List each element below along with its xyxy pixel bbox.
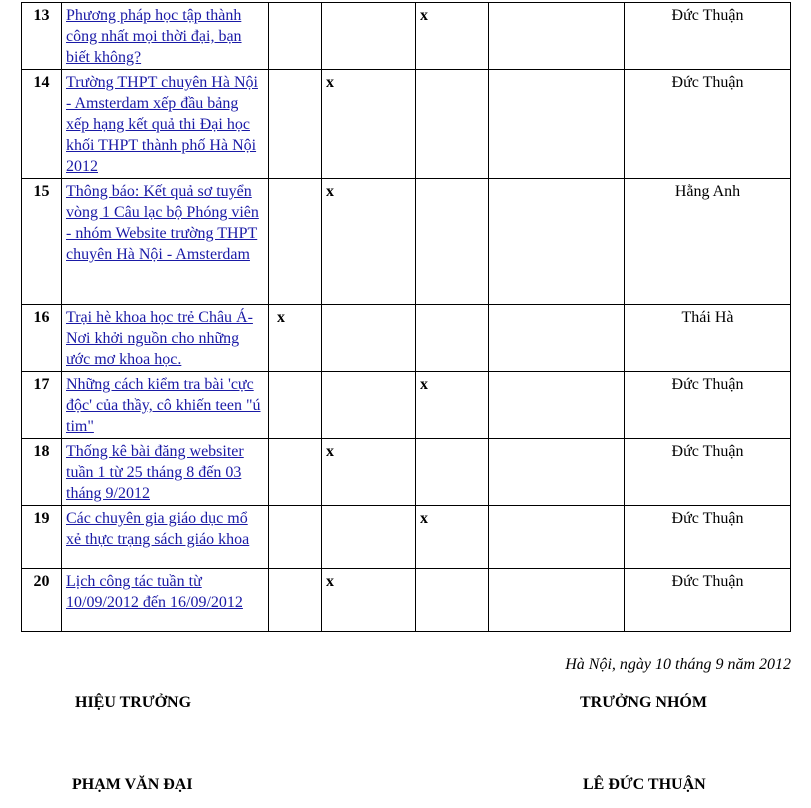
group-leader-name: LÊ ĐỨC THUẬN [583, 776, 706, 793]
row-number: 14 [22, 70, 62, 179]
mark-cell: x [416, 372, 489, 439]
author-name: Đức Thuận [625, 569, 791, 632]
mark-cell [416, 70, 489, 179]
principal-title: HIỆU TRƯỞNG [75, 694, 192, 711]
mark-cell [489, 179, 625, 305]
article-title-cell [62, 70, 269, 179]
mark-cell: x [322, 569, 416, 632]
mark-cell: x [416, 3, 489, 70]
mark-cell [269, 3, 322, 70]
row-number: 17 [22, 372, 62, 439]
article-title-link[interactable]: Lịch công tác tuần từ 10/09/2012 đến 16/09/2012 [66, 573, 243, 611]
mark-cell [489, 305, 625, 372]
mark-cell: x [269, 305, 322, 372]
mark-cell [416, 569, 489, 632]
mark-cell: x [322, 179, 416, 305]
table-row [22, 70, 791, 179]
mark-cell [269, 179, 322, 305]
author-name: Đức Thuận [625, 372, 791, 439]
article-title-link[interactable]: Các chuyên gia giáo dục mổ xẻ thực trạng sách giáo khoa [66, 510, 250, 548]
article-title-link[interactable]: Thông báo: Kết quả sơ tuyển vòng 1 Câu lạc bộ Phóng viên - nhóm Website trường THPT chuyên Hà Nội - Amsterdam [66, 183, 259, 263]
article-title-cell [62, 305, 269, 372]
mark-cell [269, 569, 322, 632]
table-row [22, 372, 791, 439]
mark-cell [416, 439, 489, 506]
mark-cell [322, 3, 416, 70]
mark-cell [322, 506, 416, 569]
row-number: 20 [22, 569, 62, 632]
mark-cell [269, 506, 322, 569]
author-name: Thái Hà [625, 305, 791, 372]
article-title-link[interactable]: Những cách kiểm tra bài 'cực độc' của thầy, cô khiến teen "ú tim" [66, 376, 261, 435]
author-name: Đức Thuận [625, 70, 791, 179]
principal-name: PHẠM VĂN ĐẠI [72, 776, 193, 793]
row-number: 18 [22, 439, 62, 506]
mark-cell [416, 179, 489, 305]
mark-cell [489, 3, 625, 70]
author-name: Đức Thuận [625, 439, 791, 506]
group-leader-title: TRƯỞNG NHÓM [580, 694, 707, 711]
table-row [22, 179, 791, 305]
article-title-cell [62, 3, 269, 70]
mark-cell [322, 372, 416, 439]
date-line: Hà Nội, ngày 10 tháng 9 năm 2012 [565, 656, 791, 673]
mark-cell [416, 305, 489, 372]
mark-cell [269, 439, 322, 506]
mark-cell: x [416, 506, 489, 569]
article-title-link[interactable]: Phương pháp học tập thành công nhất mọi thời đại, bạn biết không? [66, 7, 242, 66]
article-title-cell [62, 179, 269, 305]
article-title-link[interactable]: Thống kê bài đăng websiter tuần 1 từ 25 tháng 8 đến 03 tháng 9/2012 [66, 443, 244, 502]
article-title-link[interactable]: Trường THPT chuyên Hà Nội - Amsterdam xếp đầu bảng xếp hạng kết quả thi Đại học khối THPT thành phố Hà Nội 2012 [66, 74, 258, 175]
table-row [22, 569, 791, 632]
table-row [22, 506, 791, 569]
author-name: Đức Thuận [625, 3, 791, 70]
article-report-table [21, 2, 791, 632]
article-title-cell [62, 439, 269, 506]
article-title-link[interactable]: Trại hè khoa học trẻ Châu Á- Nơi khởi nguồn cho những ước mơ khoa học. [66, 309, 253, 368]
row-number: 13 [22, 3, 62, 70]
mark-cell [489, 70, 625, 179]
mark-cell [269, 372, 322, 439]
article-title-cell [62, 506, 269, 569]
mark-cell [269, 70, 322, 179]
mark-cell [489, 372, 625, 439]
row-number: 19 [22, 506, 62, 569]
row-number: 15 [22, 179, 62, 305]
mark-cell [489, 506, 625, 569]
table-row [22, 439, 791, 506]
article-title-cell [62, 569, 269, 632]
mark-cell [322, 305, 416, 372]
table-row [22, 3, 791, 70]
mark-cell: x [322, 439, 416, 506]
mark-cell: x [322, 70, 416, 179]
mark-cell [489, 439, 625, 506]
mark-cell [489, 569, 625, 632]
author-name: Hằng Anh [625, 179, 791, 305]
row-number: 16 [22, 305, 62, 372]
article-title-cell [62, 372, 269, 439]
author-name: Đức Thuận [625, 506, 791, 569]
table-row [22, 305, 791, 372]
